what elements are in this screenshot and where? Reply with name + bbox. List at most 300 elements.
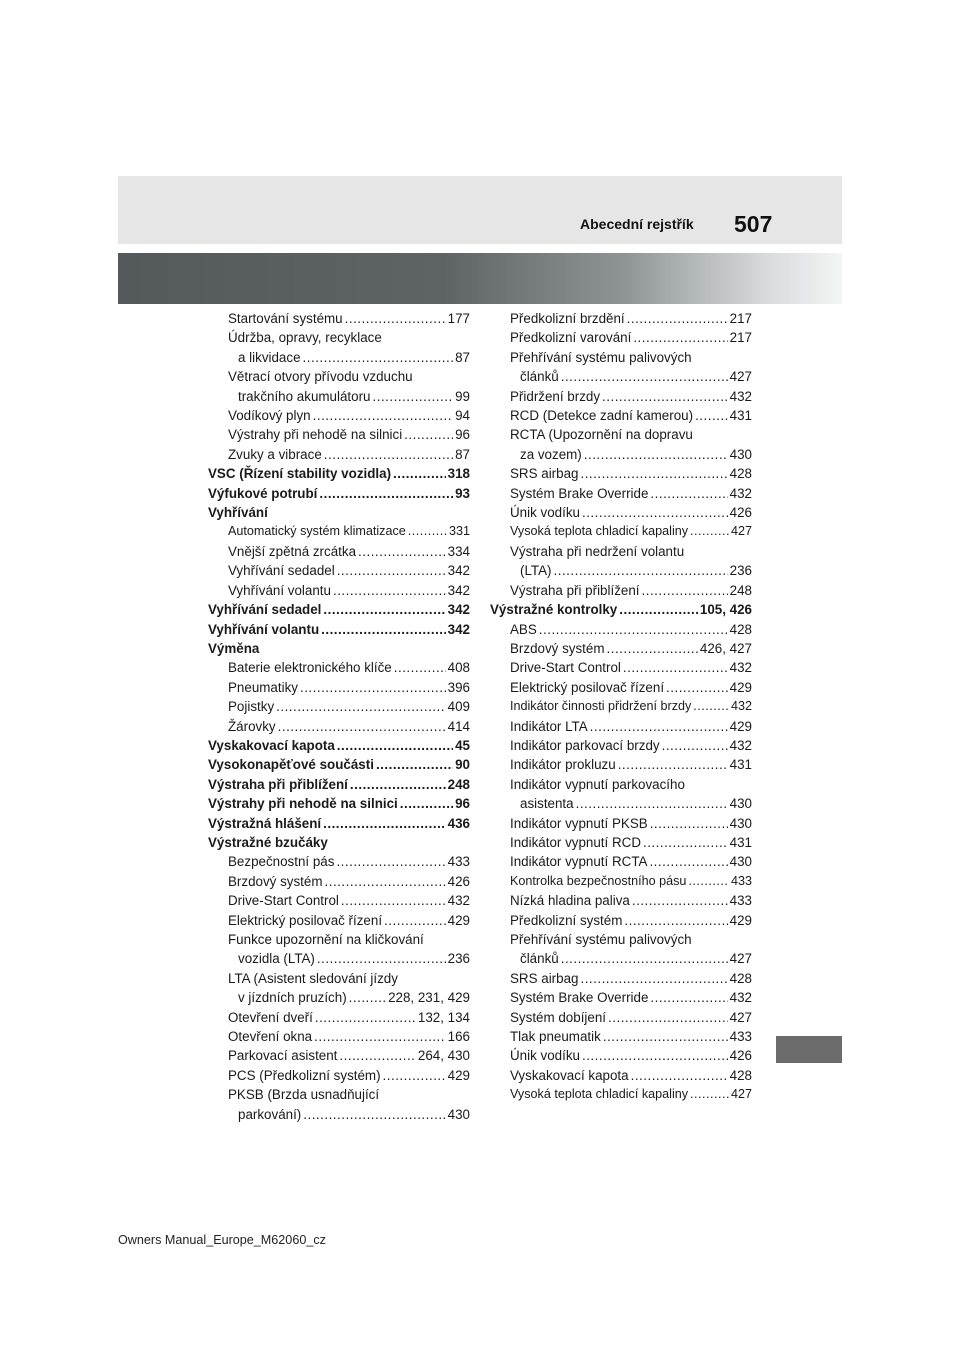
index-entry-term: Vysoká teplota chladicí kapaliny: [510, 524, 689, 539]
dot-leader: [618, 755, 728, 774]
index-entry-page: 429: [729, 912, 752, 928]
dot-leader: [384, 911, 446, 930]
dot-leader: [323, 600, 445, 619]
index-entry: [208, 348, 470, 367]
index-entry: [208, 1105, 470, 1124]
index-entry: [490, 1085, 752, 1104]
index-entry: [208, 891, 470, 910]
index-entry: [208, 1027, 470, 1046]
dot-leader: [278, 717, 446, 736]
index-entry: [490, 445, 752, 464]
index-entry-page: 334: [447, 543, 470, 559]
index-entry: [490, 348, 752, 367]
index-entry-term: Přehřívání systému palivových: [510, 932, 692, 947]
index-entry-page: 342: [447, 582, 470, 598]
index-entry-page: 414: [447, 718, 470, 734]
index-entry-page: 132, 134: [417, 1009, 470, 1025]
index-entry: [208, 522, 470, 541]
index-entry-term: Indikátor LTA: [510, 718, 588, 734]
index-entry: [490, 484, 752, 503]
index-entry: [208, 484, 470, 503]
index-entry: [490, 464, 752, 483]
index-entry: [490, 775, 752, 794]
index-entry-term: Vysoká teplota chladicí kapaliny: [510, 1087, 689, 1102]
index-entry: [490, 503, 752, 522]
index-entry-term: Únik vodíku: [510, 505, 580, 521]
index-entry-page: 430: [447, 1106, 470, 1122]
index-entry-term: Elektrický posilovač řízení: [228, 912, 383, 928]
index-entry: [208, 872, 470, 891]
index-entry: [490, 561, 752, 580]
index-entry: [208, 561, 470, 580]
index-entry: [490, 522, 752, 541]
dot-leader: [303, 348, 454, 367]
index-entry: [490, 328, 752, 347]
dot-leader: [693, 697, 729, 716]
dot-leader: [627, 309, 728, 328]
index-entry-term: článků: [520, 369, 559, 385]
dot-leader: [666, 678, 728, 697]
index-entry-term: Výstražná hlášení: [208, 815, 322, 831]
index-entry-term: PKSB (Brzda usnadňující: [228, 1087, 380, 1103]
index-entry: [208, 794, 470, 813]
index-entry: [490, 1027, 752, 1046]
index-entry-term: Vyhřívání sedadel: [208, 602, 322, 618]
dot-leader: [337, 561, 446, 580]
dot-leader: [539, 620, 728, 639]
page-number: 507: [734, 211, 773, 237]
index-entry-page: 96: [455, 796, 470, 812]
index-entry-page: 431: [729, 834, 752, 850]
index-entry: [208, 969, 470, 988]
index-entry-page: 228, 231, 429: [388, 990, 470, 1006]
dot-leader: [662, 736, 728, 755]
dot-leader: [584, 445, 728, 464]
index-entry-term: Elektrický posilovač řízení: [510, 679, 665, 695]
index-entry-term: v jízdních pruzích): [238, 990, 347, 1006]
dot-leader: [358, 542, 446, 561]
index-entry-page: 177: [447, 311, 470, 326]
index-entry: [490, 406, 752, 425]
index-entry: [490, 1066, 752, 1085]
index-entry-term: Tlak pneumatik: [510, 1029, 601, 1045]
index-entry-page: 432: [729, 388, 752, 404]
index-entry: [208, 1085, 470, 1104]
index-entry-page: 409: [447, 699, 470, 715]
index-entry-page: 432: [729, 737, 752, 753]
index-entry: [208, 775, 470, 794]
dot-leader: [561, 949, 728, 968]
index-entry: [490, 949, 752, 968]
index-entry-page: 429: [447, 1067, 470, 1083]
index-entry: [208, 425, 470, 444]
index-entry-page: 236: [729, 563, 752, 579]
index-entry-page: 426: [729, 505, 752, 521]
dot-leader: [582, 1046, 728, 1065]
dot-leader: [393, 464, 446, 483]
index-entry: [490, 600, 752, 619]
index-entry-term: Výstraha při přiblížení: [510, 582, 640, 598]
dot-leader: [688, 872, 729, 891]
index-entry-page: 342: [447, 621, 470, 637]
index-entry: [490, 620, 752, 639]
dot-leader: [632, 891, 728, 910]
dot-leader: [602, 387, 728, 406]
index-entry-page: 433: [447, 854, 470, 870]
index-entry-term: Funkce upozornění na kličkování: [228, 932, 424, 947]
index-entry: [490, 542, 752, 561]
index-entry-term: Systém Brake Override: [510, 485, 649, 501]
dot-leader: [394, 658, 446, 677]
index-entry-page: 217: [729, 330, 752, 346]
index-entry: [208, 387, 470, 406]
index-entry-term: Předkolizní brzdění: [510, 311, 625, 326]
dot-leader: [624, 911, 727, 930]
index-entry-term: Zvuky a vibrace: [228, 446, 322, 462]
section-title: Abecední rejstřík: [580, 216, 694, 232]
index-entry-term: Indikátor vypnutí RCD: [510, 834, 641, 850]
index-entry-page: 432: [447, 893, 470, 909]
dot-leader: [345, 309, 446, 328]
index-entry: [208, 445, 470, 464]
index-entry-page: 428: [729, 621, 752, 637]
index-entry: [208, 600, 470, 619]
dot-leader: [603, 1027, 728, 1046]
index-entry: [208, 406, 470, 425]
index-entry-page: 426, 427: [699, 640, 752, 656]
dot-leader: [349, 988, 386, 1007]
dot-leader: [607, 639, 698, 658]
index-entry-page: 396: [447, 679, 470, 695]
index-entry-page: 432: [730, 699, 752, 714]
index-entry-page: 90: [455, 757, 470, 773]
index-entry-term: Pneumatiky: [228, 679, 298, 695]
index-entry-page: 428: [729, 970, 752, 986]
index-entry-page: 342: [447, 563, 470, 579]
index-entry: [208, 911, 470, 930]
index-entry-page: 342: [447, 602, 470, 618]
index-entry-term: Přehřívání systému palivových: [510, 349, 692, 365]
index-entry-term: Výstrahy při nehodě na silnici: [228, 427, 403, 443]
index-entry-page: 105, 426: [699, 602, 752, 618]
decorative-gradient-band: [118, 253, 842, 304]
index-entry: [490, 736, 752, 755]
index-entry: [208, 930, 470, 949]
index-entry-term: Vnější zpětná zrcátka: [228, 543, 357, 559]
index-entry: [490, 717, 752, 736]
dot-leader: [314, 1027, 446, 1046]
index-entry: [490, 969, 752, 988]
dot-leader: [350, 775, 446, 794]
dot-leader: [608, 1008, 728, 1027]
dot-leader: [619, 600, 698, 619]
index-entry-page: 248: [729, 582, 752, 598]
index-entry-page: 429: [729, 718, 752, 734]
dot-leader: [300, 678, 446, 697]
dot-leader: [408, 522, 447, 541]
index-entry-page: 87: [455, 446, 470, 462]
index-entry: [490, 930, 752, 949]
dot-leader: [373, 387, 454, 406]
index-entry-term: Brzdový systém: [228, 873, 323, 889]
index-entry-page: 87: [455, 349, 470, 365]
index-entry-term: Nízká hladina paliva: [510, 893, 630, 909]
dot-leader: [303, 1105, 445, 1124]
dot-leader: [650, 988, 727, 1007]
index-entry: [208, 697, 470, 716]
index-entry-page: 428: [729, 1067, 752, 1083]
index-entry-page: 45: [455, 737, 470, 753]
index-entry-term: Únik vodíku: [510, 1048, 580, 1064]
index-entry-page: 236: [447, 951, 470, 967]
dot-leader: [321, 620, 446, 639]
index-entry: [208, 755, 470, 774]
index-entry: [490, 872, 752, 891]
index-entry-page: 431: [729, 757, 752, 773]
index-entry-page: 429: [447, 912, 470, 928]
index-entry-page: 427: [730, 1087, 752, 1102]
index-entry: [208, 833, 470, 852]
index-entry-page: 428: [729, 466, 752, 482]
dot-leader: [650, 814, 728, 833]
index-entry-page: 248: [447, 776, 470, 792]
index-entry: [208, 717, 470, 736]
index-entry-term: Vysokonapěťové součásti: [208, 757, 374, 773]
dot-leader: [633, 328, 727, 347]
index-entry: [208, 658, 470, 677]
index-entry-page: 427: [730, 524, 752, 539]
index-entry-term: Baterie elektronického klíče: [228, 660, 392, 676]
index-entry-page: 94: [455, 408, 470, 424]
index-entry-page: 264, 430: [417, 1048, 470, 1064]
index-entry: [490, 794, 752, 813]
index-entry: [208, 581, 470, 600]
index-entry-term: asistenta: [520, 796, 574, 812]
dot-leader: [404, 425, 453, 444]
index-entry-page: 430: [729, 854, 752, 870]
index-column-left: [208, 309, 470, 1124]
index-entry-term: Předkolizní varování: [510, 330, 632, 346]
index-entry-term: LTA (Asistent sledování jízdy: [228, 970, 398, 986]
index-entry: [208, 1046, 470, 1065]
index-entry-term: Indikátor vypnutí PKSB: [510, 815, 648, 831]
index-entry-term: ABS: [510, 621, 537, 637]
index-entry-term: Kontrolka bezpečnostního pásu: [510, 873, 687, 888]
index-entry-page: 432: [729, 485, 752, 501]
index-entry: [208, 309, 470, 328]
index-entry: [490, 814, 752, 833]
index-entry-page: 99: [455, 388, 470, 404]
index-entry-term: trakčního akumulátoru: [238, 388, 371, 404]
index-entry-page: 436: [447, 815, 470, 831]
index-entry-term: za vozem): [520, 446, 582, 462]
index-entry: [208, 1066, 470, 1085]
index-entry-term: Výstražné kontrolky: [490, 602, 618, 618]
dot-leader: [580, 969, 727, 988]
index-entry-term: Indikátor činnosti přidržení brzdy: [510, 699, 692, 714]
index-entry-term: Pojistky: [228, 699, 275, 715]
index-entry: [490, 658, 752, 677]
index-entry: [208, 639, 470, 658]
dot-leader: [315, 1008, 416, 1027]
dot-leader: [323, 814, 446, 833]
index-entry: [490, 833, 752, 852]
dot-leader: [690, 522, 729, 541]
index-entry: [490, 988, 752, 1007]
index-entry-term: Parkovací asistent: [228, 1048, 338, 1064]
index-entry-term: Žárovky: [228, 718, 276, 734]
index-entry: [208, 464, 470, 483]
index-entry: [490, 911, 752, 930]
index-entry-page: 430: [729, 815, 752, 831]
index-entry-term: Startování systému: [228, 311, 343, 326]
index-entry-term: vozidla (LTA): [238, 951, 315, 967]
index-entry-term: Výstrahy při nehodě na silnici: [208, 796, 398, 812]
index-entry-page: 166: [447, 1029, 470, 1045]
index-entry-term: (LTA): [520, 563, 552, 579]
index-entry-term: Indikátor parkovací brzdy: [510, 737, 660, 753]
index-entry-term: Výstraha při přiblížení: [208, 776, 348, 792]
dot-leader: [690, 1085, 729, 1104]
index-entry: [490, 697, 752, 716]
index-entry-term: Údržba, opravy, recyklace: [228, 330, 382, 346]
index-entry: [208, 988, 470, 1007]
index-entry: [490, 678, 752, 697]
dot-leader: [324, 445, 453, 464]
index-entry-term: Drive-Start Control: [228, 893, 339, 909]
index-entry: [490, 367, 752, 386]
index-entry-term: PCS (Předkolizní systém): [228, 1067, 381, 1083]
index-entry-term: Výfukové potrubí: [208, 485, 318, 501]
index-entry-term: Otevření okna: [228, 1029, 313, 1045]
index-entry-term: Indikátor vypnutí parkovacího: [510, 776, 685, 792]
dot-leader: [319, 484, 453, 503]
index-entry-term: Vyhřívání: [208, 505, 268, 521]
index-entry-term: Systém Brake Override: [510, 990, 649, 1006]
index-entry-term: parkování): [238, 1106, 302, 1122]
index-entry-term: Vodíkový plyn: [228, 408, 311, 424]
index-entry-page: 217: [729, 311, 752, 326]
index-entry: [208, 503, 470, 522]
index-entry-page: 432: [729, 660, 752, 676]
index-entry-term: a likvidace: [238, 349, 301, 365]
index-entry: [208, 367, 470, 386]
index-entry-term: Bezpečnostní pás: [228, 854, 335, 870]
dot-leader: [590, 717, 728, 736]
index-entry-term: Výstražné bzučáky: [208, 834, 328, 850]
index-entry-term: Výstraha při nedržení volantu: [510, 543, 685, 559]
dot-leader: [376, 755, 453, 774]
index-entry: [208, 949, 470, 968]
dot-leader: [576, 794, 728, 813]
index-entry: [490, 755, 752, 774]
index-entry-term: Vyhřívání volantu: [208, 621, 320, 637]
index-entry-term: Brzdový systém: [510, 640, 605, 656]
index-entry: [490, 1046, 752, 1065]
dot-leader: [554, 561, 728, 580]
dot-leader: [580, 464, 727, 483]
index-entry-page: 429: [729, 679, 752, 695]
index-entry: [208, 1008, 470, 1027]
dot-leader: [649, 852, 727, 871]
index-entry-term: SRS airbag: [510, 970, 579, 986]
index-entry-page: 426: [447, 873, 470, 889]
dot-leader: [650, 484, 727, 503]
index-entry-term: Vyskakovací kapota: [510, 1067, 629, 1083]
dot-leader: [643, 833, 728, 852]
index-entry-page: 426: [729, 1048, 752, 1064]
index-entry: [490, 1008, 752, 1027]
index-entry: [490, 581, 752, 600]
index-entry: [208, 328, 470, 347]
index-entry: [490, 852, 752, 871]
footer-text: Owners Manual_Europe_M62060_cz: [118, 1233, 326, 1247]
index-entry-term: VSC (Řízení stability vozidla): [208, 466, 392, 482]
dot-leader: [276, 697, 446, 716]
index-entry: [490, 425, 752, 444]
dot-leader: [313, 406, 453, 425]
index-entry-term: Přidržení brzdy: [510, 388, 601, 404]
index-entry-page: 408: [447, 660, 470, 676]
index-entry-page: 432: [729, 990, 752, 1006]
dot-leader: [623, 658, 728, 677]
index-entry-page: 96: [455, 427, 470, 443]
index-entry-term: Vyskakovací kapota: [208, 737, 335, 753]
dot-leader: [561, 367, 728, 386]
index-entry-term: Otevření dveří: [228, 1009, 313, 1025]
index-entry-term: Systém dobíjení: [510, 1009, 607, 1025]
dot-leader: [339, 1046, 415, 1065]
dot-leader: [337, 736, 453, 755]
index-entry-page: 427: [729, 369, 752, 385]
index-entry: [490, 309, 752, 328]
dot-leader: [333, 581, 446, 600]
index-entry: [208, 542, 470, 561]
index-entry-term: RCTA (Upozornění na dopravu: [510, 427, 693, 443]
index-entry-page: 433: [729, 893, 752, 909]
index-entry-term: Předkolizní systém: [510, 912, 623, 928]
index-entry: [490, 639, 752, 658]
dot-leader: [695, 406, 728, 425]
index-entry: [490, 891, 752, 910]
dot-leader: [336, 852, 445, 871]
index-entry-page: 433: [729, 1029, 752, 1045]
index-entry-page: 318: [447, 466, 470, 482]
index-entry-term: Automatický systém klimatizace: [228, 524, 406, 539]
dot-leader: [400, 794, 453, 813]
index-entry-term: Indikátor vypnutí RCTA: [510, 854, 648, 870]
index-entry-term: RCD (Detekce zadní kamerou): [510, 408, 694, 424]
dot-leader: [325, 872, 446, 891]
dot-leader: [383, 1066, 446, 1085]
index-entry: [208, 852, 470, 871]
index-entry-term: Indikátor prokluzu: [510, 757, 616, 773]
index-entry: [208, 678, 470, 697]
chapter-side-tab: [776, 1036, 842, 1063]
index-entry-page: 433: [730, 873, 752, 888]
index-entry-page: 430: [729, 446, 752, 462]
dot-leader: [631, 1066, 728, 1085]
index-entry-page: 331: [448, 524, 470, 539]
dot-leader: [341, 891, 446, 910]
index-entry: [490, 387, 752, 406]
index-entry-term: SRS airbag: [510, 466, 579, 482]
index-entry-page: 93: [455, 485, 470, 501]
index-entry-page: 427: [729, 951, 752, 967]
index-entry: [208, 736, 470, 755]
index-entry-term: Výměna: [208, 640, 260, 656]
index-entry-page: 431: [729, 408, 752, 424]
